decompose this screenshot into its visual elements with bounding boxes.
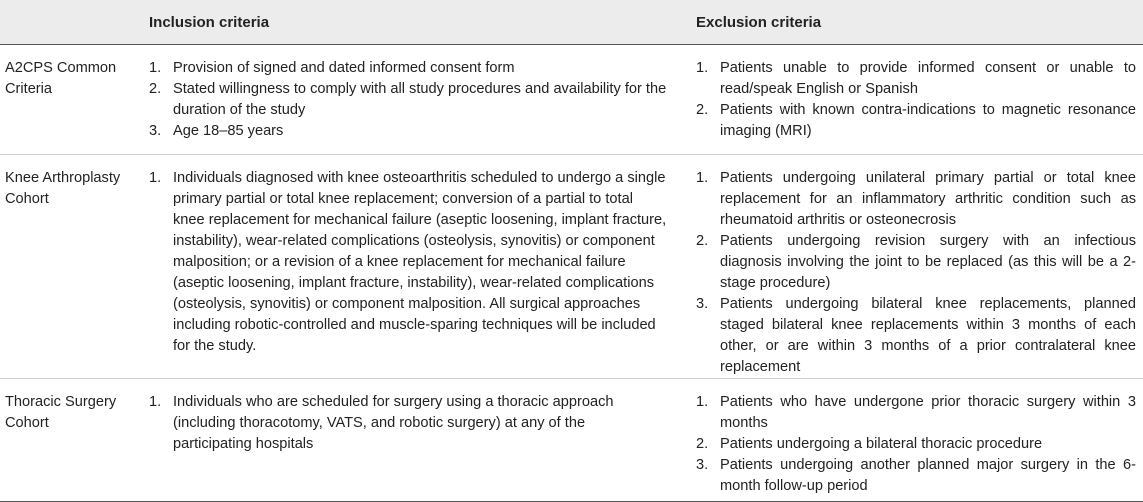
row-label: A2CPS Common Criteria	[0, 45, 128, 155]
inclusion-list	[149, 392, 667, 455]
exclusion-list	[696, 58, 1136, 142]
exclusion-cell	[675, 155, 1143, 379]
exclusion-cell	[675, 45, 1143, 155]
inclusion-list	[149, 58, 667, 142]
table-row-thoracic	[0, 379, 1143, 502]
item-text: Stated willingness to comply with all study procedures and availability for the duration of the study	[173, 81, 667, 118]
item-text: Individuals who are scheduled for surgery using a thoracic approach (including thoracotomy, VATS, and robotic surgery) at any of the participating hospitals	[173, 394, 614, 452]
item-number: 3.	[149, 123, 162, 139]
list-item	[149, 168, 667, 357]
item-number: 2.	[696, 436, 709, 452]
exclusion-list	[696, 168, 1136, 378]
item-number: 1.	[696, 170, 709, 186]
list-item	[149, 58, 667, 79]
item-text: Patients undergoing bilateral knee replacements, planned staged bilateral knee replacements within 3 months of each other, or are within 3 months of a prior contralateral knee replacement	[720, 296, 1136, 375]
list-item	[696, 58, 1136, 100]
item-text: Age 18–85 years	[173, 123, 284, 139]
list-item	[696, 392, 1136, 434]
item-text: Provision of signed and dated informed consent form	[173, 60, 515, 76]
item-text: Patients undergoing unilateral primary partial or total knee replacement for an inflammatory arthritic condition such as rheumatoid arthritis or osteonecrosis	[720, 170, 1136, 228]
item-number: 2.	[149, 81, 162, 97]
item-number: 3.	[696, 296, 709, 312]
item-number: 1.	[696, 394, 709, 410]
list-item	[149, 392, 667, 455]
exclusion-list	[696, 392, 1136, 497]
table-row-common	[0, 45, 1143, 155]
item-number: 1.	[149, 60, 162, 76]
row-label: Knee Arthroplasty Cohort	[0, 155, 128, 379]
item-text: Patients who have undergone prior thoracic surgery within 3 months	[720, 394, 1136, 431]
item-text: Patients undergoing another planned major surgery in the 6-month follow-up period	[720, 457, 1136, 494]
item-text: Patients with known contra-indications to magnetic resonance imaging (MRI)	[720, 102, 1136, 139]
item-number: 1.	[149, 170, 162, 186]
list-item	[149, 79, 667, 121]
item-number: 1.	[149, 394, 162, 410]
header-exclusion: Exclusion criteria	[675, 0, 1143, 45]
header-inclusion: Inclusion criteria	[128, 0, 675, 45]
list-item	[696, 455, 1136, 497]
header-row	[0, 0, 1143, 45]
list-item	[696, 434, 1136, 455]
item-number: 2.	[696, 233, 709, 249]
inclusion-list	[149, 168, 667, 357]
item-text: Patients unable to provide informed consent or unable to read/speak English or Spanish	[720, 60, 1136, 97]
item-text: Patients undergoing revision surgery with an infectious diagnosis involving the joint to be replaced (as this will be a 2-stage procedure)	[720, 233, 1136, 291]
exclusion-cell	[675, 379, 1143, 502]
list-item	[696, 294, 1136, 378]
item-number: 3.	[696, 457, 709, 473]
list-item	[696, 231, 1136, 294]
list-item	[696, 100, 1136, 142]
item-text: Patients undergoing a bilateral thoracic procedure	[720, 436, 1043, 452]
item-number: 1.	[696, 60, 709, 76]
inclusion-cell	[128, 45, 675, 155]
row-label: Thoracic Surgery Cohort	[0, 379, 128, 502]
list-item	[149, 121, 667, 142]
inclusion-cell	[128, 379, 675, 502]
inclusion-cell	[128, 155, 675, 379]
item-text: Individuals diagnosed with knee osteoarthritis scheduled to undergo a single primary partial or total knee replacement; conversion of a partial to total knee replacement for mechanical failure (aseptic loosening, implant fracture, instability), wear-related complications (osteolysis, synovitis) or component malposition; or a revision of a knee replacement for mechanical failure (aseptic loosening, implant fracture, instability), wear-related complications (osteolysis, synovitis) or component malposition. All surgical approaches including robotic-controlled and muscle-sparing techniques will be included for the study.	[173, 170, 667, 354]
item-number: 2.	[696, 102, 709, 118]
list-item	[696, 168, 1136, 231]
table-row-knee	[0, 155, 1143, 379]
header-category	[0, 0, 128, 45]
